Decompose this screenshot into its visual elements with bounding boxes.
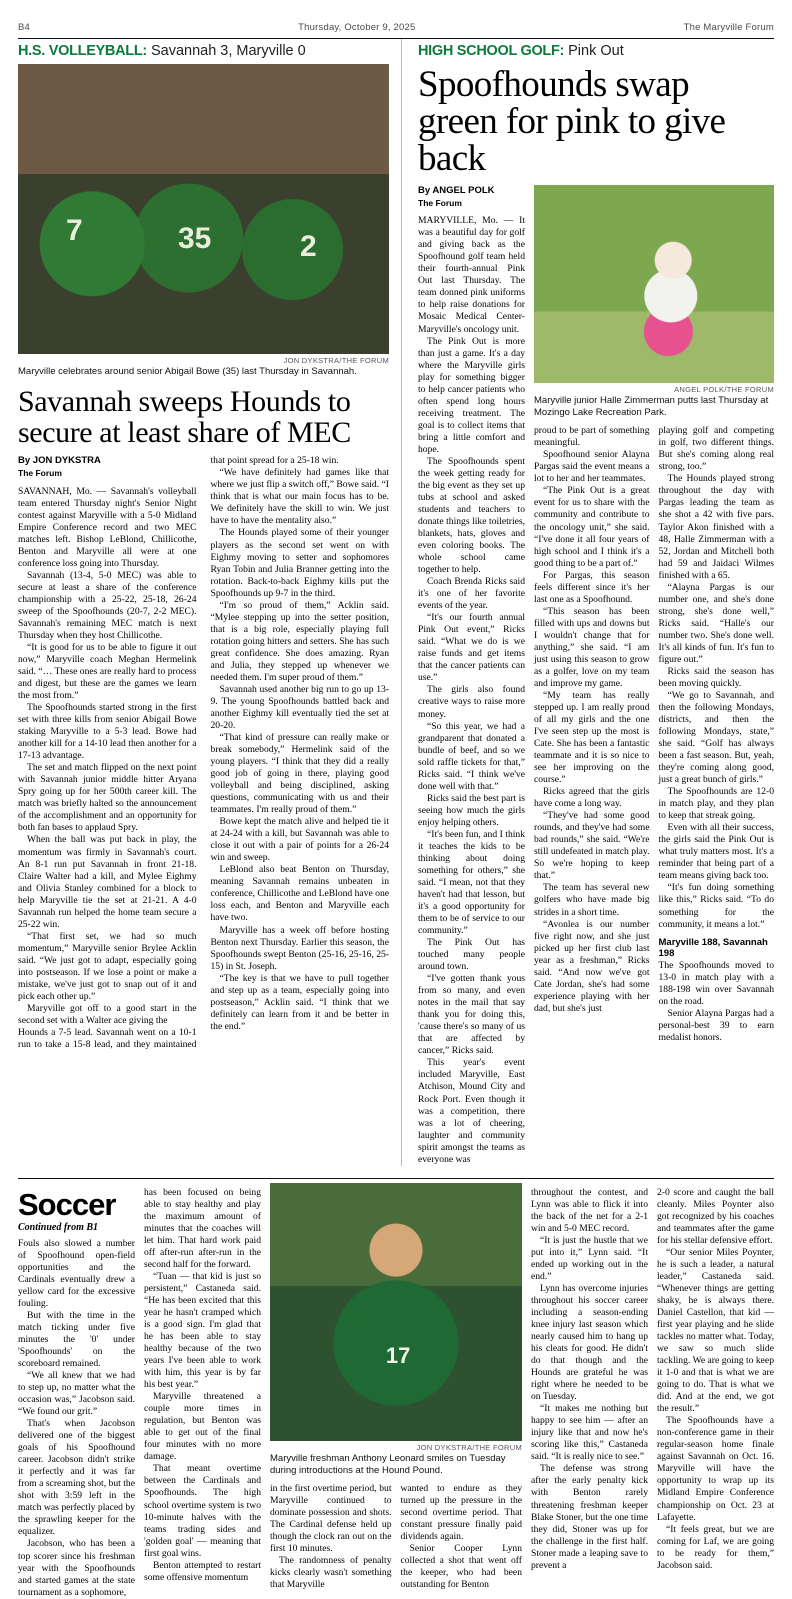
- soccer-column-1-body: [18, 1238, 135, 1599]
- folio-publication: The Maryville Forum: [683, 22, 774, 33]
- paragraph: “Tuan — that kid is just so persistent,” Castaneda said. “He has been excited that this year he hasn't cramped which is a good sign. I'm glad that he has been able to stay healthy because of the two years I've been able to work with him, this year is by far his best year.”: [144, 1270, 261, 1391]
- soccer-package: [18, 1178, 774, 1599]
- jersey-number-2: 2: [300, 229, 317, 263]
- folio-page-number: B4: [18, 22, 31, 33]
- jersey-number-35: 35: [178, 221, 212, 255]
- paragraph: SAVANNAH, Mo. — Savannah's volleyball team entered Thursday night's Senior Night contest against Maryville with a 5-0 Midland Empire Conference record and two MEC matches left. Bishop LeBlond, Chillicothe, Benton and Maryville all were at one conference loss going into Thursday.: [18, 485, 197, 569]
- paragraph: Maryville threatened a couple more times in regulation, but Benton was able to get out of the final four minutes with no more damage.: [144, 1391, 261, 1463]
- paragraph: “My team has really stepped up. I am really proud of all my girls and the one I've seen step up the most is Cate. She has been a fantastic teammate and it is so nice to see her improving on the course.”: [534, 689, 650, 786]
- golf-kicker-label: HIGH SCHOOL GOLF:: [418, 43, 565, 59]
- paragraph: The Pink Out has touched many people around town.: [418, 937, 525, 973]
- golf-headline: Spoofhounds swap green for pink to give back: [418, 63, 726, 179]
- volleyball-kicker-text: Savannah 3, Maryville 0: [150, 43, 306, 59]
- paragraph: Ricks agreed that the girls have come a long way.: [534, 786, 650, 810]
- paragraph: “It's been fun, and I think it teaches the kids to be thinking about doing something for others,” she said. “I mean, not that they haven't had that lesson, but it's a good opportunity for them to be of service to our community.”: [418, 828, 525, 937]
- paragraph: Maryville got off to a good start in the second set with a Walter ace giving the: [18, 1002, 197, 1026]
- soccer-continued-line: Continued from B1: [18, 1221, 99, 1233]
- paragraph: “Alayna Pargas is our number one, and she's done strong, she's done well,” Ricks said. “Halle's our number two. She's done well. It's all kinds of fun. It's fun to figure out.”: [658, 581, 774, 665]
- soccer-column-5: [531, 1183, 648, 1599]
- golf-subhead: Maryville 188, Savannah 198: [658, 936, 768, 959]
- paragraph: Coach Brenda Ricks said it's one of her favorite events of the year.: [418, 576, 525, 612]
- paragraph: Spoofhound senior Alayna Pargas said the event means a lot to her and her teammates.: [534, 449, 650, 485]
- paragraph: “The key is that we have to pull together and step up as a team, especially going into postseason,” Acklin said. “I think that we definitely can learn from it and be better in the end.”: [210, 972, 389, 1032]
- paragraph: Maryville has a week off before hosting Benton next Thursday. Earlier this season, the Spoofhounds swept Benton (25-16, 25-16, 25-15) in St. Joseph.: [210, 924, 389, 972]
- soccer-photo-credit: JON DYKSTRA/THE FORUM: [416, 1442, 522, 1452]
- folio-bar: [18, 22, 774, 38]
- paragraph: Savannah (13-4, 5-0 MEC) was able to secure at least a share of the conference championship with a 25-22, 25-18, 26-24 sweep of the Spoofhounds (20-7, 2-2 MEC). Savannah's remaining MEC match is next Thursday when they host Chillicothe.: [18, 569, 197, 641]
- paragraph: Savannah used another big run to go up 13-9. The young Spoofhounds battled back and another Eighmy kill eventually tied the set at 20-20.: [210, 683, 389, 731]
- soccer-photo-block: [270, 1183, 522, 1599]
- jersey-number-17: 17: [385, 1342, 411, 1368]
- golf-byline: By ANGEL POLK: [418, 184, 495, 196]
- jersey-number-7: 7: [66, 213, 83, 247]
- paragraph: “It makes me nothing but happy to see him — after an injury like that and now he's scoring like this,” Castaneda said. “It is really nice to see.”: [531, 1403, 648, 1463]
- volleyball-photo: [18, 64, 389, 354]
- paragraph: The randomness of penalty kicks clearly wasn't something that Maryville: [270, 1555, 392, 1591]
- paragraph: Senior Alayna Pargas had a personal-best 39 to earn medalist honors.: [658, 1007, 774, 1043]
- paragraph: Hounds a 7-5 lead. Savannah went on a 10-1 run to take a 15-8 lead, and they maintained that point spread for a 25-18 win.: [18, 455, 339, 1050]
- golf-photo: [534, 185, 774, 383]
- volleyball-package: [18, 39, 389, 1166]
- golf-lower-grid: [534, 425, 774, 1044]
- paragraph: “It's fun doing something like this,” Ricks said. “To do something for the community, it means a lot.”: [658, 882, 774, 930]
- soccer-column-1: [18, 1183, 135, 1599]
- paragraph: MARYVILLE, Mo. — It was a beautiful day for golf and giving back as the Spoofhound golf team held their fourth-annual Pink Out last Thursday. The team donned pink uniforms to help raise donations for Mosaic Medical Center-Maryville's oncology unit.: [418, 215, 525, 335]
- paragraph: Jacobson, who has been a top scorer since his freshman year with the Spoofhounds and started games at the state tournament as a sophomore,: [18, 1538, 135, 1598]
- paragraph: The girls also found creative ways to raise more money.: [418, 684, 525, 720]
- paragraph: The Hounds played some of their younger players as the second set went on with Eighmy moving to setter and sophomores Ryan Tobin and Julia Branner getting into the rotation. Back-to-back Eighmy kills put the Spoofhounds up 9-7 in the third.: [210, 527, 389, 599]
- paragraph: Lynn has overcome injuries throughout his soccer career including a season-ending knee injury last season which nearly caused him to hang up his cleats for good. He didn't do that though and the Hounds are grateful he was right where he needed to be on Tuesday.: [531, 1282, 648, 1403]
- soccer-headline: Soccer: [18, 1186, 116, 1222]
- paragraph: “We have definitely had games like that where we just flip a switch off,” Bowe said. “I think that is what our main focus has to be. We definitely have the skill to win. We just have to have the mentality also.”: [210, 467, 389, 527]
- golf-photo-block: [534, 185, 774, 1166]
- paragraph: Bowe kept the match alive and helped tie it at 24-24 with a kill, but Savannah was able to close it out with a pair of points for a 26-24 win and sweep.: [210, 816, 389, 864]
- paragraph: “We go to Savannah, and then the following Mondays, districts, and then the following Mondays, state,” she said. “Golf has always been a fast season. But, yeah, they're coming along good, just a great bunch of girls.”: [658, 689, 774, 786]
- paragraph: The set and match flipped on the next point with Savannah junior middle hitter Aryana Spry going up for her 500th career kill. The match was briefly halted so the announcement of the accomplishment and an opportunity for both fan bases to applaud Spry.: [18, 762, 197, 834]
- golf-column-1-top: [418, 185, 525, 1166]
- paragraph: Senior Cooper Lynn collected a shot that went off the keeper, who had been outstanding for Benton: [400, 1543, 522, 1591]
- paragraph: Even with all their success, the girls said the Pink Out is what truly matters most. It's a reminder that being part of a team means giving back too.: [658, 822, 774, 882]
- paragraph: “The Pink Out is a great event for us to share with the community and contribute to the oncology unit,” she said. “I've done it all four years of high school and I think it's a good thing to be a part of.”: [534, 485, 650, 569]
- paragraph: Fouls also slowed a number of Spoofhound open-field opportunities and the Cardinals eventually drew a yellow card for the excessive fouling.: [18, 1237, 135, 1309]
- paragraph: When the ball was put back in play, the momentum was firmly in Savannah's court. An 8-1 run put Savannah in front 21-18. Claire Walter had a kill, and Mylee Eighmy and Olivia Stanley combined for a block to help Maryville tie the set at 21-21. A 4-0 Savannah run helped the home team secure a 25-22 win.: [18, 834, 197, 930]
- golf-byline-block: [418, 185, 525, 209]
- soccer-photo-caption: Maryville freshman Anthony Leonard smiles on Tuesday during introductions at the Hound Pound.: [270, 1452, 506, 1476]
- paragraph: “This season has been filled with ups and downs but I wouldn't change that for anything,” she said. “I am just using this season to grow as a golfer, love on my team and improve my game.: [534, 605, 650, 689]
- volleyball-headline: Savannah sweeps Hounds to secure at least share of MEC: [18, 385, 351, 449]
- golf-kicker-text: Pink Out: [568, 43, 624, 59]
- paragraph: in the first overtime period, but Maryville continued to dominate possession and shots. The Cardinal defense held up though the clock ran out on the first 10 minutes.: [270, 1483, 392, 1555]
- golf-kicker: [418, 39, 774, 64]
- paragraph: 2-0 score and caught the ball cleanly. Miles Poynter also got recognized by his coaches and teammates after the game for his stellar defensive effort.: [657, 1186, 774, 1246]
- paragraph: The Spoofhounds moved to 13-0 in match play with a 188-198 win over Savannah on the road.: [658, 959, 774, 1007]
- paragraph: proud to be part of something meaningful.: [534, 425, 650, 449]
- paragraph: “Our senior Miles Poynter, he is such a leader, a natural leader,” Castaneda said. “Whenever things are getting shaky, he is always there. Daniel Castellon, that kid — first year playing and he slide tackles no matter what. Today, we saw so much slide tackling. We are going to keep it 1-0 and that is what we are going to do. That is what we did. And at the end, we got the result.”: [657, 1246, 774, 1415]
- paragraph: Ricks said the season has been moving quickly.: [658, 665, 774, 689]
- volleyball-body: [18, 455, 389, 1051]
- paragraph: “I've gotten thank yous from so many, and even notes in the mail that say thank you for doing this, 'cause there's so many of us that are affected by cancer,” Ricks said.: [418, 973, 525, 1057]
- paragraph: For Pargas, this season feels different since it's her last one as a Spoofhound.: [534, 569, 650, 605]
- paragraph: Benton attempted to restart some offensive momentum: [144, 1559, 261, 1583]
- paragraph: “It is good for us to be able to figure it out now,” Maryville coach Meghan Hermelink said. “… These ones are really hard to process and digest, but these are the games we learn the most from.”: [18, 641, 197, 702]
- volleyball-kicker-label: H.S. VOLLEYBALL:: [18, 43, 147, 59]
- golf-byline-pub: The Forum: [418, 197, 462, 208]
- volleyball-byline: By JON DYKSTRA: [18, 455, 101, 467]
- golf-column-3: [659, 425, 775, 1044]
- paragraph: “It's our fourth annual Pink Out event,” Ricks said. “What we do is we raise funds and get items that the cancer patients can use.”: [418, 612, 525, 684]
- paragraph: This year's event included Maryville, East Atchison, Mound City and Rock Port. Even though it was a competition, there was a lot of cheering, laughter and community spirit amongst the teams as everyone was: [418, 1057, 525, 1165]
- volleyball-photo-caption: Maryville celebrates around senior Abigail Bowe (35) last Thursday in Savannah.: [18, 365, 357, 377]
- paragraph: The Spoofhounds are 12-0 in match play, and they plan to keep that streak going.: [658, 786, 774, 822]
- paragraph: The defense was strong after the early penalty kick with Benton rarely threatening freshman keeper Blake Stoner, but the one time they did, Stoner was up for the challenge in the first half. Stoner made a leaping save to prevent a: [531, 1463, 648, 1571]
- soccer-column-6: [657, 1183, 774, 1599]
- paragraph: “It is just the hustle that we put into it,” Lynn said. “It ended up working out in the end.”: [531, 1234, 648, 1282]
- soccer-top-rule: [18, 1178, 774, 1179]
- paragraph: But with the time in the match ticking under five minutes the '0' under 'Spoofhounds' on the scoreboard remained.: [18, 1309, 135, 1369]
- volleyball-byline-pub: The Forum: [18, 468, 62, 479]
- golf-photo-caption: Maryville junior Halle Zimmerman putts last Thursday at Mozingo Lake Recreation Park.: [534, 394, 769, 419]
- paragraph: playing golf and competing in golf, two different things. But she's coming along real strong, too.”: [658, 425, 774, 473]
- paragraph: “We all knew that we had to step up, no matter what the occasion was,” Jacobson said. “We found our grit.”: [18, 1370, 135, 1418]
- paragraph: “I'm so proud of them,” Acklin said. “Mylee stepping up into the setter position, that is a big role, especially playing full rotation going hitters and setters. She has such great confidence. She does amazing. Ryan and Julia, they stepped up whenever we needed them. I'm super proud of them.”: [210, 599, 389, 683]
- paragraph: “That kind of pressure can really make or break somebody,” Hermelink said of the young players. “I think that they did a really good job of going in there, playing good volleyball and being disciplined, asking questions, communicating with us and their teammates. I'm really proud of them.”: [210, 732, 389, 816]
- paragraph: “So this year, we had a grandparent that donated a bundle of beef, and so we sold raffle tickets for that,” Ricks said. “I think we've done well with that.”: [418, 720, 525, 792]
- soccer-grid: [18, 1183, 774, 1599]
- paragraph: “Avonlea is our number five right now, and she just picked up her first club last year as a freshman,” Ricks said. “And now we've got Cate Jordan, she's had some experience playing with her dad, but she's just: [534, 918, 650, 1014]
- paragraph: The Pink Out is more than just a game. It's a day where the Maryville girls play for something bigger to help cancer patients who often spend long hours receiving treatment. The goal is to collect items that bring a little comfort and hope.: [418, 335, 525, 455]
- top-section: [18, 39, 774, 1166]
- paragraph: The Hounds played strong throughout the day with Pargas leading the team as she shot a 42 with five pars. Taylor Akon finished with a 48, Halle Zimmerman with a 52, Jordan and Mitchell both had 59 and Jaidaci Wilmes finished with a 65.: [658, 473, 774, 581]
- paragraph: That meant overtime between the Cardinals and Spoofhounds. The high school overtime system is two 10-minute halves with the teams trading sides and 'golden goal' — meaning that first goal wins.: [144, 1463, 261, 1559]
- paragraph: has been focused on being able to stay healthy and play the maximum amount of minutes that the coaches will let him. That hard work paid off after-run after-run in the second half for the forward.: [144, 1186, 261, 1270]
- soccer-lower-grid: [270, 1483, 522, 1591]
- soccer-photo: [270, 1183, 522, 1441]
- golf-photo-credit: ANGEL POLK/THE FORUM: [674, 384, 774, 394]
- paragraph: “They've had some good rounds, and they've had some bad rounds,” she said. “We're still undefeated in match play. So we're hoping to keep that.”: [534, 810, 650, 882]
- paragraph: That's when Jacobson delivered one of the biggest goals of his Spoofhound career. Jacobson didn't strike it perfectly and it was far from a screaming shot, but the shot with 3:59 left in the match was perfectly placed by the sprawling keeper for the equalizer.: [18, 1418, 135, 1538]
- paragraph: The Spoofhounds spent the week getting ready for the big event as they set up tubs at school and asked students and teachers to donate things like toiletries, blankets, hats, gloves and even coloring books. The whole school came together to help.: [418, 455, 525, 576]
- golf-package: [401, 39, 774, 1166]
- soccer-column-3: [270, 1483, 392, 1591]
- folio-date: Thursday, October 9, 2025: [298, 22, 416, 33]
- golf-column-2: [534, 425, 650, 1044]
- soccer-column-4: [401, 1483, 523, 1591]
- paragraph: “That first set, we had so much momentum,” Maryville senior Brylee Acklin said. “We just got to adapt, especially going into postseason. If we lose a point or make a mistake, we've just got to snap out of it and pick each other up.”: [18, 930, 197, 1002]
- paragraph: Ricks said the best part is seeing how much the girls enjoy helping others.: [418, 792, 525, 828]
- golf-upper-grid: [418, 185, 774, 1166]
- volleyball-byline-block: [18, 455, 197, 479]
- soccer-column-2: [144, 1183, 261, 1599]
- paragraph: throughout the contest, and Lynn was able to flick it into the back of the net for a 2-1 win and 5-0 MEC record.: [531, 1186, 648, 1234]
- paragraph: “It feels great, but we are coming for Laf, we are going to be ready for them,” Jacobson said.: [657, 1523, 774, 1571]
- paragraph: LeBlond also beat Benton on Thursday, meaning Savannah remains unbeaten in conference, Chillicothe and LeBlond have one loss each, and Benton and Maryville each have two.: [210, 864, 389, 924]
- volleyball-kicker: [18, 39, 389, 64]
- paragraph: The Spoofhounds started strong in the first set with three kills from senior Abigail Bowe staking Maryville to a 5-3 lead. Bowe had another kill for a 14-10 lead then another for a 17-13 advantage.: [18, 702, 197, 762]
- paragraph: wanted to endure as they turned up the pressure in the second overtime period. That constant pressure finally paid dividends again.: [400, 1483, 522, 1543]
- volleyball-photo-credit: JON DYKSTRA/THE FORUM: [283, 355, 389, 365]
- paragraph: The team has several new golfers who have made big strides in a short time.: [534, 882, 650, 918]
- paragraph: The Spoofhounds have a non-conference game in their regular-season home finale against Savannah on Oct. 16. Maryville will have the opportunity to wrap up its Midland Empire Conference championship on Oct. 23 at Lafayette.: [657, 1415, 774, 1523]
